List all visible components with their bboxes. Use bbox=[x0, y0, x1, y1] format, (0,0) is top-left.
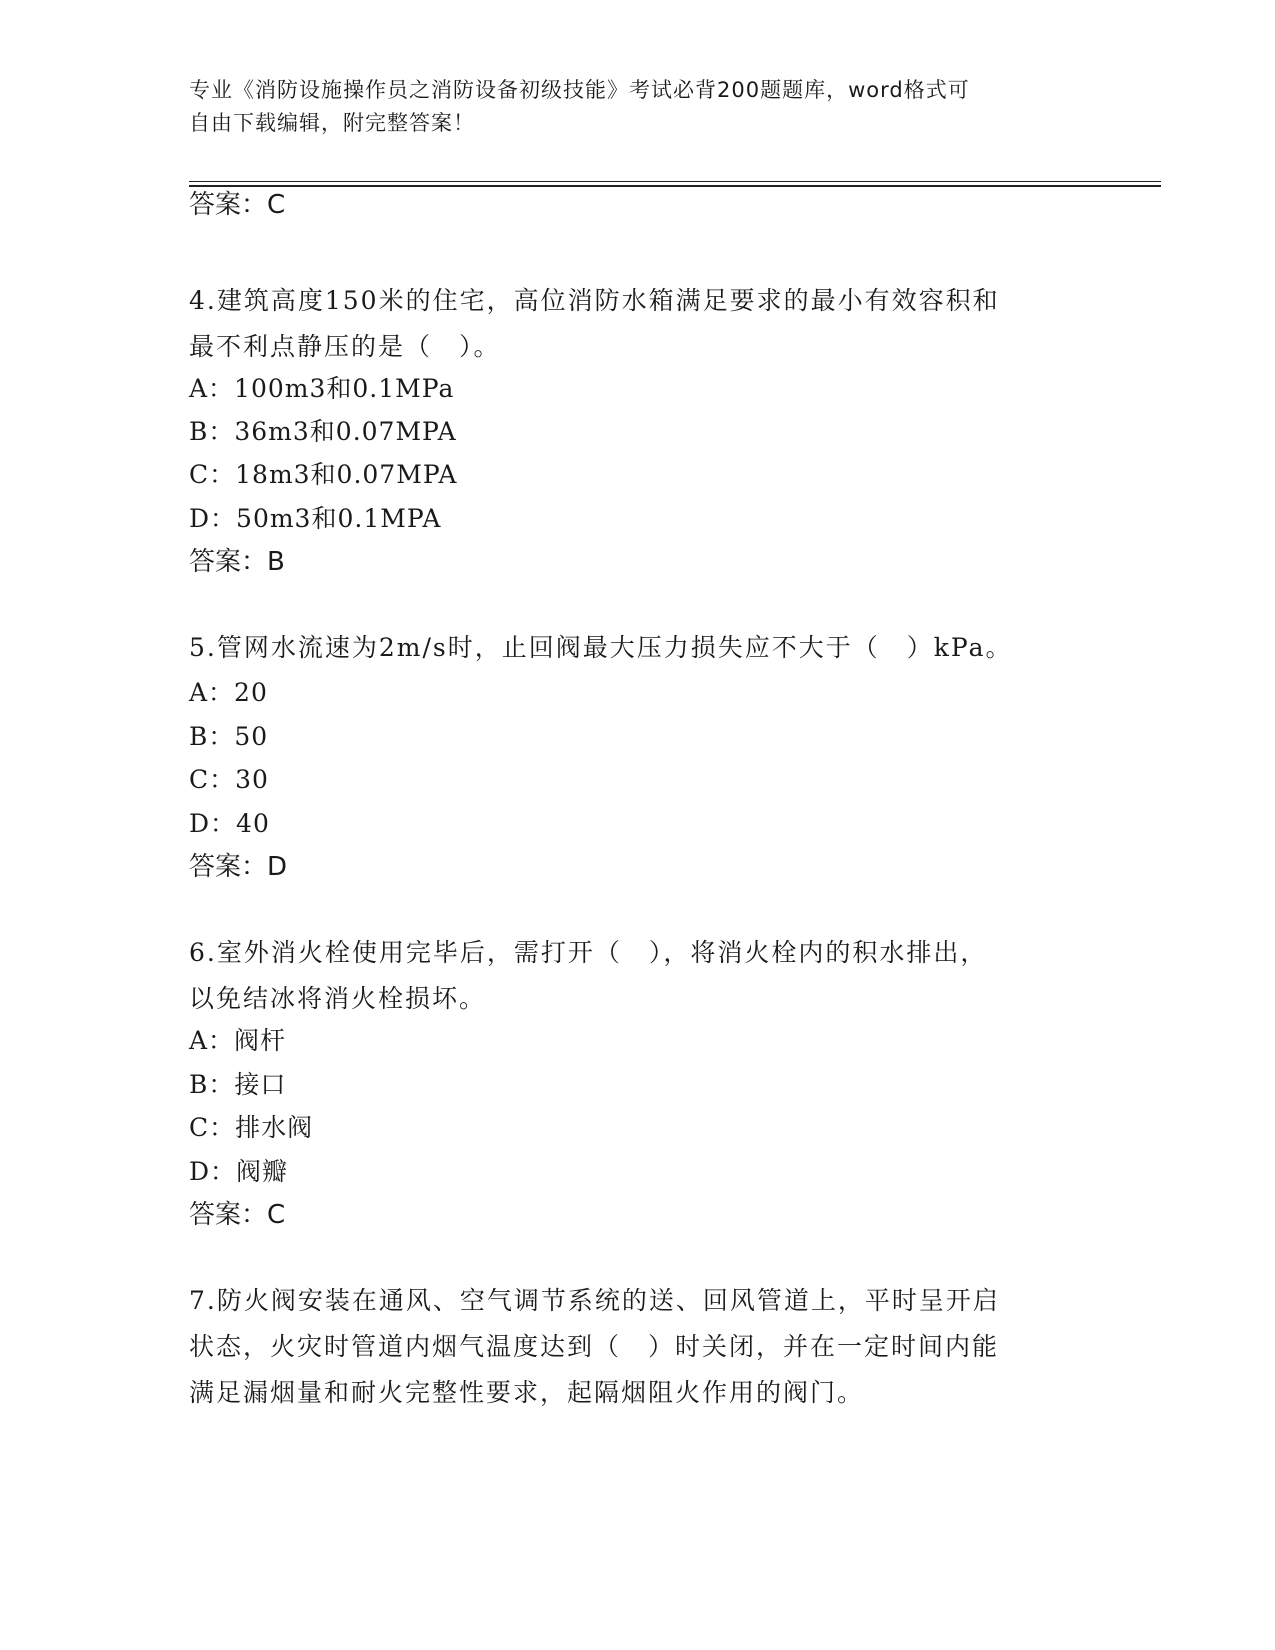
question-4-line-1: 4.建筑高度150米的住宅，高位消防水箱满足要求的最小有效容积和 bbox=[189, 286, 1000, 315]
question-6-line-1: 6.室外消火栓使用完毕后，需打开（ ），将消火栓内的积水排出， bbox=[189, 938, 988, 967]
header-divider-thick bbox=[189, 185, 1161, 187]
question-5-option-b: B：50 bbox=[189, 722, 269, 751]
question-5-option-d: D：40 bbox=[189, 809, 270, 838]
question-5-line-1: 5.管网水流速为2m/s时，止回阀最大压力损失应不大于（ ）kPa。 bbox=[189, 633, 1013, 662]
question-5-answer: 答案：D bbox=[189, 852, 288, 882]
question-7-line-1: 7.防火阀安装在通风、空气调节系统的送、回风管道上，平时呈开启 bbox=[189, 1286, 1000, 1315]
question-6-line-2: 以免结冰将消火栓损坏。 bbox=[189, 984, 487, 1013]
question-5-option-c: C：30 bbox=[189, 765, 269, 794]
question-5-option-a: A：20 bbox=[189, 678, 268, 707]
question-6-option-c: C：排水阀 bbox=[189, 1113, 314, 1142]
header-divider-thin bbox=[189, 181, 1161, 182]
question-7-line-3: 满足漏烟量和耐火完整性要求，起隔烟阻火作用的阀门。 bbox=[189, 1378, 865, 1407]
question-4-answer: 答案：B bbox=[189, 547, 285, 577]
question-4-line-2: 最不利点静压的是（ ）。 bbox=[189, 332, 501, 361]
question-6-answer: 答案：C bbox=[189, 1200, 286, 1230]
question-4-stem bbox=[189, 278, 1000, 370]
header-line-1: 专业《消防设施操作员之消防设备初级技能》考试必背200题题库，word格式可 bbox=[189, 78, 970, 102]
document-header bbox=[189, 74, 1089, 140]
question-6-option-b: B：接口 bbox=[189, 1070, 287, 1099]
question-4-option-b: B：36m3和0.07MPA bbox=[189, 417, 457, 446]
question-7-line-2: 状态，火灾时管道内烟气温度达到（ ）时关闭，并在一定时间内能 bbox=[189, 1332, 1000, 1361]
question-6-option-a: A：阀杆 bbox=[189, 1026, 287, 1055]
question-4-option-c: C：18m3和0.07MPA bbox=[189, 460, 458, 489]
header-line-2: 自由下载编辑，附完整答案！ bbox=[189, 111, 475, 135]
answer-prev: 答案：C bbox=[189, 190, 286, 220]
question-6-stem bbox=[189, 930, 987, 1022]
question-7-stem bbox=[189, 1278, 1000, 1416]
question-4-option-d: D：50m3和0.1MPA bbox=[189, 504, 442, 533]
question-5-stem bbox=[189, 625, 1012, 671]
question-4-option-a: A：100m3和0.1MPa bbox=[189, 374, 455, 403]
question-6-option-d: D：阀瓣 bbox=[189, 1157, 289, 1186]
